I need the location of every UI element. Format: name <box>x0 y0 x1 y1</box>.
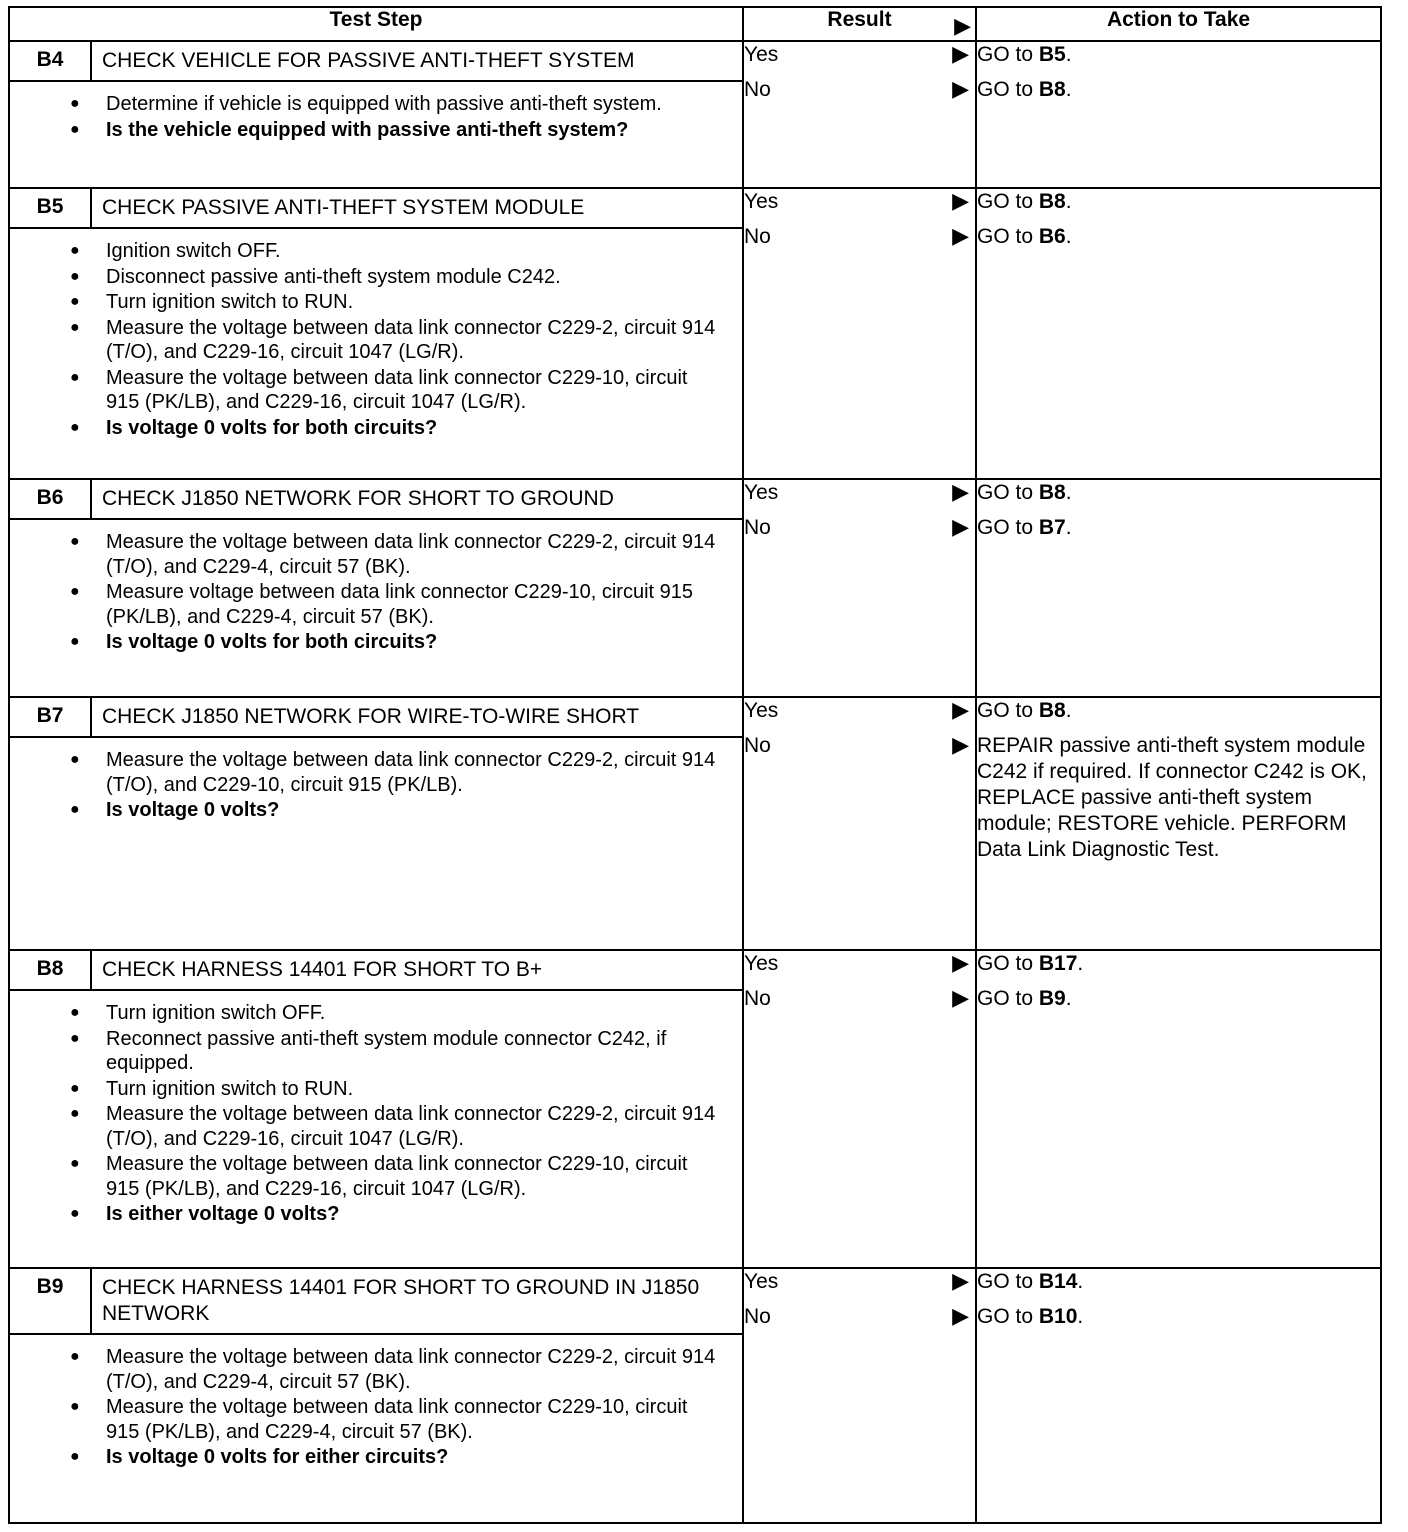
action-suffix: . <box>1065 78 1072 101</box>
step-procedure-list <box>10 1335 742 1477</box>
step-procedure-list <box>10 738 742 830</box>
action-text: GO to <box>977 952 1039 975</box>
arrow-right-icon: ▶ <box>954 13 971 38</box>
action-target-step: B9 <box>1038 987 1066 1010</box>
diagnostic-table <box>8 6 1382 1524</box>
procedure-item: ● Turn ignition switch to RUN. <box>106 1077 722 1102</box>
action-cell <box>976 41 1381 188</box>
action-suffix: . <box>1065 516 1072 539</box>
test-step-cell <box>9 697 743 950</box>
step-title: CHECK VEHICLE FOR PASSIVE ANTI-THEFT SYSTEM <box>102 49 635 72</box>
action-suffix: . <box>1077 1270 1084 1293</box>
procedure-item: ● Measure the voltage between data link connector C229-2, circuit 914 (T/O), and C229-16, circuit 1047 (LG/R). <box>106 316 722 365</box>
action-no <box>977 1304 1380 1339</box>
action-no <box>977 515 1380 550</box>
action-cell <box>976 950 1381 1268</box>
procedure-item: ● Measure the voltage between data link connector C229-10, circuit 915 (PK/LB), and C229-4, circuit 57 (BK). <box>106 1395 722 1444</box>
step-header <box>10 480 742 520</box>
arrow-right-icon: ▶ <box>952 41 969 66</box>
action-yes <box>977 189 1380 224</box>
header-result <box>743 7 976 41</box>
result-no <box>744 224 975 259</box>
step-question: ● Is voltage 0 volts for either circuits? <box>106 1445 722 1470</box>
step-procedure-list <box>10 991 742 1234</box>
step-procedure-list <box>10 82 742 149</box>
step-question: ● Is voltage 0 volts for both circuits? <box>106 630 722 655</box>
step-question: ● Is voltage 0 volts for both circuits? <box>106 416 722 441</box>
arrow-right-icon: ▶ <box>952 1268 969 1293</box>
action-text: GO to <box>977 78 1039 101</box>
result-cell <box>743 697 976 950</box>
result-yes <box>744 951 975 986</box>
step-title: CHECK HARNESS 14401 FOR SHORT TO GROUND IN J1850 NETWORK <box>102 1276 700 1325</box>
arrow-right-icon: ▶ <box>952 732 969 757</box>
action-no <box>977 77 1380 112</box>
result-yes <box>744 189 975 224</box>
result-label: Yes <box>744 190 779 213</box>
result-label: No <box>744 225 771 248</box>
action-yes <box>977 1269 1380 1304</box>
procedure-item: ● Measure the voltage between data link connector C229-10, circuit 915 (PK/LB), and C229-16, circuit 1047 (LG/R). <box>106 366 722 415</box>
step-question: ● Is voltage 0 volts? <box>106 798 722 823</box>
step-row-b6 <box>9 479 1381 697</box>
result-label: Yes <box>744 1270 779 1293</box>
action-yes <box>977 698 1380 733</box>
action-target-step: B14 <box>1038 1270 1078 1293</box>
result-label: No <box>744 516 771 539</box>
result-no <box>744 77 975 112</box>
arrow-right-icon: ▶ <box>952 223 969 248</box>
procedure-item: ● Measure voltage between data link connector C229-10, circuit 915 (PK/LB), and C229-4, circuit 57 (BK). <box>106 580 722 629</box>
arrow-right-icon: ▶ <box>952 697 969 722</box>
action-yes <box>977 951 1380 986</box>
result-label: No <box>744 987 771 1010</box>
step-header <box>10 1269 742 1335</box>
step-id: B6 <box>10 480 92 518</box>
result-label: Yes <box>744 952 779 975</box>
action-suffix: . <box>1065 225 1072 248</box>
action-no <box>977 986 1380 1021</box>
action-suffix: . <box>1065 987 1072 1010</box>
action-suffix: . <box>1077 952 1084 975</box>
test-step-cell <box>9 1268 743 1523</box>
action-target-step: B8 <box>1038 190 1066 213</box>
action-text: GO to <box>977 699 1039 722</box>
action-cell <box>976 1268 1381 1523</box>
step-row-b8 <box>9 950 1381 1268</box>
result-cell <box>743 950 976 1268</box>
action-suffix: . <box>1065 699 1072 722</box>
action-suffix: . <box>1077 1305 1084 1328</box>
diagnostic-table-document <box>8 6 1380 1524</box>
test-step-cell <box>9 479 743 697</box>
step-header <box>10 698 742 738</box>
action-suffix: . <box>1065 190 1072 213</box>
step-id: B5 <box>10 189 92 227</box>
step-id: B7 <box>10 698 92 736</box>
result-label: Yes <box>744 481 779 504</box>
arrow-right-icon: ▶ <box>952 950 969 975</box>
step-row-b9 <box>9 1268 1381 1523</box>
step-procedure-list <box>10 520 742 662</box>
action-text: GO to <box>977 516 1039 539</box>
step-procedure-list <box>10 229 742 447</box>
result-no <box>744 1304 975 1339</box>
step-row-b7 <box>9 697 1381 950</box>
action-target-step: B8 <box>1038 699 1066 722</box>
step-title: CHECK PASSIVE ANTI-THEFT SYSTEM MODULE <box>102 196 585 219</box>
step-row-b4 <box>9 41 1381 188</box>
procedure-item: ● Measure the voltage between data link connector C229-10, circuit 915 (PK/LB), and C229-16, circuit 1047 (LG/R). <box>106 1152 722 1201</box>
action-target-step: B8 <box>1038 78 1066 101</box>
result-cell <box>743 41 976 188</box>
action-yes <box>977 480 1380 515</box>
test-step-cell <box>9 188 743 479</box>
result-yes <box>744 480 975 515</box>
action-text: GO to <box>977 1270 1039 1293</box>
procedure-item: ● Determine if vehicle is equipped with passive anti-theft system. <box>106 92 722 117</box>
action-no <box>977 224 1380 259</box>
action-cell <box>976 479 1381 697</box>
action-target-step: B5 <box>1038 43 1066 66</box>
result-no <box>744 733 975 768</box>
action-target-step: B7 <box>1038 516 1066 539</box>
result-yes <box>744 698 975 733</box>
result-label: No <box>744 78 771 101</box>
action-target-step: B6 <box>1038 225 1066 248</box>
result-cell <box>743 1268 976 1523</box>
result-label: No <box>744 734 771 757</box>
step-row-b5 <box>9 188 1381 479</box>
action-target-step: B10 <box>1038 1305 1078 1328</box>
arrow-right-icon: ▶ <box>952 479 969 504</box>
action-text: GO to <box>977 190 1039 213</box>
procedure-item: ● Measure the voltage between data link connector C229-2, circuit 914 (T/O), and C229-10, circuit 915 (PK/LB). <box>106 748 722 797</box>
action-target-step: B17 <box>1038 952 1078 975</box>
procedure-item: ● Measure the voltage between data link connector C229-2, circuit 914 (T/O), and C229-16, circuit 1047 (LG/R). <box>106 1102 722 1151</box>
result-label: No <box>744 1305 771 1328</box>
test-step-cell <box>9 950 743 1268</box>
step-header <box>10 951 742 991</box>
action-cell <box>976 697 1381 950</box>
procedure-item: ● Turn ignition switch OFF. <box>106 1001 722 1026</box>
header-test-step: Test Step <box>9 7 743 41</box>
table-header-row <box>9 7 1381 41</box>
header-result-label: Result <box>827 8 892 31</box>
arrow-right-icon: ▶ <box>952 76 969 101</box>
step-header <box>10 42 742 82</box>
action-text: GO to <box>977 43 1039 66</box>
result-label: Yes <box>744 699 779 722</box>
action-no <box>977 733 1380 863</box>
action-text: GO to <box>977 987 1039 1010</box>
action-text: GO to <box>977 481 1039 504</box>
step-id: B8 <box>10 951 92 989</box>
procedure-item: ● Reconnect passive anti-theft system module connector C242, if equipped. <box>106 1027 722 1076</box>
test-step-cell <box>9 41 743 188</box>
arrow-right-icon: ▶ <box>952 985 969 1010</box>
procedure-item: ● Disconnect passive anti-theft system module C242. <box>106 265 722 290</box>
procedure-item: ● Turn ignition switch to RUN. <box>106 290 722 315</box>
step-header <box>10 189 742 229</box>
procedure-item: ● Measure the voltage between data link connector C229-2, circuit 914 (T/O), and C229-4, circuit 57 (BK). <box>106 1345 722 1394</box>
action-text: REPAIR passive anti-theft system module C242 if required. If connector C242 is OK, REPLACE passive anti-theft system module; RESTORE vehicle. PERFORM Data Link Diagnostic Test. <box>977 734 1367 861</box>
action-cell <box>976 188 1381 479</box>
step-title: CHECK J1850 NETWORK FOR WIRE-TO-WIRE SHORT <box>102 705 640 728</box>
action-text: GO to <box>977 1305 1039 1328</box>
arrow-right-icon: ▶ <box>952 188 969 213</box>
result-cell <box>743 188 976 479</box>
step-title: CHECK J1850 NETWORK FOR SHORT TO GROUND <box>102 487 614 510</box>
action-text: GO to <box>977 225 1039 248</box>
arrow-right-icon: ▶ <box>952 1303 969 1328</box>
step-id: B4 <box>10 42 92 80</box>
step-question: ● Is the vehicle equipped with passive anti-theft system? <box>106 118 722 143</box>
result-yes <box>744 1269 975 1304</box>
action-suffix: . <box>1065 481 1072 504</box>
step-question: ● Is either voltage 0 volts? <box>106 1202 722 1227</box>
action-target-step: B8 <box>1038 481 1066 504</box>
step-title: CHECK HARNESS 14401 FOR SHORT TO B+ <box>102 958 543 981</box>
step-id: B9 <box>10 1269 92 1333</box>
result-yes <box>744 42 975 77</box>
header-action-to-take: Action to Take <box>976 7 1381 41</box>
action-suffix: . <box>1065 43 1072 66</box>
procedure-item: ● Measure the voltage between data link connector C229-2, circuit 914 (T/O), and C229-4, circuit 57 (BK). <box>106 530 722 579</box>
result-label: Yes <box>744 43 779 66</box>
action-yes <box>977 42 1380 77</box>
result-no <box>744 515 975 550</box>
result-cell <box>743 479 976 697</box>
result-no <box>744 986 975 1021</box>
procedure-item: ● Ignition switch OFF. <box>106 239 722 264</box>
arrow-right-icon: ▶ <box>952 514 969 539</box>
